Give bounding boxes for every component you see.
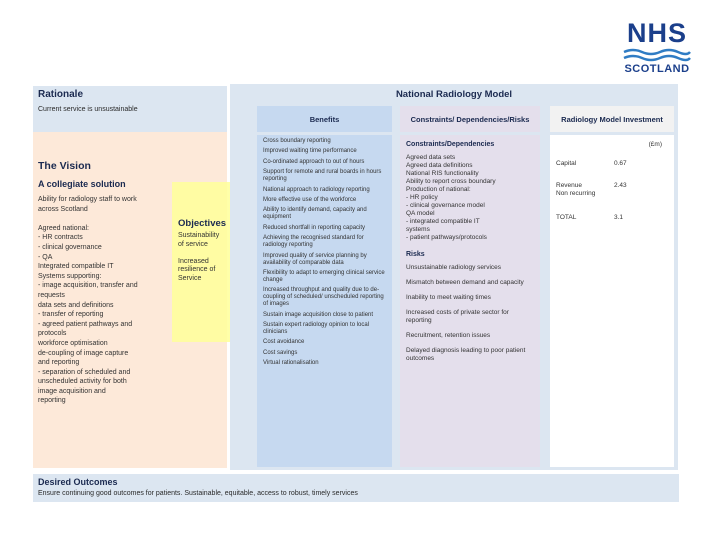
benefit-item: Ability to identify demand, capacity and equipment [263, 207, 367, 221]
investment-row [556, 182, 668, 190]
benefit-item: Cross boundary reporting [263, 138, 331, 144]
risk-item: Increased costs of private sector for reporting [406, 309, 509, 324]
objectives-list [178, 232, 238, 284]
benefit-item: Cost avoidance [263, 339, 305, 346]
objective-item: resilience of [178, 266, 216, 274]
vision-list-item: Integrated compatible IT [38, 263, 114, 271]
model-title: National Radiology Model [395, 89, 513, 100]
vision-list-item: - agreed patient pathways and [38, 320, 133, 328]
risk-item: Delayed diagnosis leading to poor patient outcomes [406, 347, 526, 362]
dependency-item: - HR policy [406, 194, 438, 201]
desired-outcomes-box [33, 474, 679, 502]
benefit-item: Cost savings [263, 349, 298, 356]
vision-list-item: requests [38, 291, 65, 299]
investment-heading: Radiology Model Investment [550, 106, 674, 132]
benefit-item: Sustain expert radiology opinion to local clinicians [263, 322, 370, 336]
objective-item [178, 249, 238, 258]
vision-list-item: - transfer of reporting [38, 311, 104, 319]
benefit-item: Achieving the recognised standard for radiology reporting [263, 235, 364, 249]
benefit-item: Reduced shortfall in reporting capacity [263, 224, 366, 231]
objectives-panel [178, 218, 238, 284]
objective-item: Service [178, 274, 202, 282]
dependency-item: Agreed data sets [406, 154, 456, 161]
vision-list-item: Ability for radiology staff to work [38, 196, 137, 203]
risk-item: Mismatch between demand and capacity [406, 279, 524, 286]
benefit-item: Improved waiting time performance [263, 148, 357, 155]
vision-list-item: - QA [38, 253, 53, 261]
investment-value: 3.1 [614, 214, 624, 221]
vision-list-item: protocols [38, 330, 67, 338]
objective-item: Increased [178, 257, 209, 265]
benefits-column [257, 135, 392, 467]
vision-list-item: image acquisition and [38, 387, 106, 395]
benefit-item: Co-ordinated approach to out of hours [263, 158, 365, 165]
dependency-item: - clinical governance model [406, 202, 485, 209]
saltire-wave-icon [622, 48, 692, 62]
dependency-item: systems [406, 226, 430, 233]
vision-list-item: - separation of scheduled and [38, 368, 131, 376]
benefit-item: More effective use of the workforce [263, 196, 357, 203]
constraints-column [400, 135, 540, 467]
benefit-item: Flexibility to adapt to emerging clinical service change [263, 269, 385, 283]
vision-subtitle: A collegiate solution [38, 179, 126, 189]
dependency-item: - patient pathways/protocols [406, 234, 487, 241]
vision-list-item: data sets and definitions [38, 301, 114, 309]
investment-row [556, 160, 668, 168]
risk-item: Unsustainable radiology services [406, 264, 502, 271]
investment-value: 2.43 [614, 182, 627, 189]
investment-row [556, 214, 668, 222]
dependency-item: National RIS functionality [406, 170, 479, 177]
vision-list-item: - clinical governance [38, 243, 102, 251]
risks-heading: Risks [406, 251, 425, 258]
investment-column [550, 135, 674, 467]
investment-unit: (£m) [648, 141, 662, 148]
risk-item: Inability to meet waiting times [406, 294, 491, 301]
vision-list-item: de-coupling of image capture [38, 349, 129, 357]
vision-list-item: workforce optimisation [38, 339, 108, 347]
vision-list-item: Systems supporting: [38, 272, 102, 280]
benefit-item: Increased throughput and quality due to de-coupling of scheduled/ unscheduled reporting of images [263, 287, 384, 308]
logo-scotland-text: SCOTLAND [624, 63, 690, 75]
outcomes-title: Desired Outcomes [38, 477, 118, 487]
vision-list-item: - image acquisition, transfer and [38, 282, 138, 290]
vision-title: The Vision [38, 160, 91, 172]
investment-table [556, 160, 668, 222]
investment-value [614, 190, 644, 198]
national-radiology-model [230, 84, 678, 470]
constraints-heading: Constraints/ Dependencies/Risks [400, 106, 540, 132]
investment-label: Non recurring [556, 190, 596, 197]
dependencies-list [406, 154, 534, 242]
outcomes-text: Ensure continuing good outcomes for patients. Sustainable, equitable, access to robust, timely services [38, 490, 358, 497]
dependency-item: Agreed data definitions [406, 162, 473, 169]
vision-list-item: Agreed national: [38, 224, 89, 232]
rationale-text: Current service is unsustainable [38, 106, 138, 113]
benefits-list [263, 138, 386, 367]
investment-value: 0.67 [614, 160, 627, 167]
vision-list-item: unscheduled activity for both [38, 378, 127, 386]
dependency-item: - integrated compatible IT [406, 218, 480, 225]
dependency-item: Production of national: [406, 186, 471, 193]
dependency-item: QA model [406, 210, 435, 217]
objectives-title: Objectives [178, 218, 227, 229]
benefit-item: Virtual rationalisation [263, 360, 319, 367]
investment-label: Capital [556, 160, 577, 167]
vision-list-item: - HR contracts [38, 234, 83, 242]
benefit-item: Support for remote and rural boards in hours reporting [263, 169, 382, 183]
risks-list [406, 264, 534, 363]
rationale-title: Rationale [38, 89, 84, 100]
dependency-item: Ability to report cross boundary [406, 178, 496, 185]
benefit-item: National approach to radiology reporting [263, 186, 370, 193]
nhs-scotland-logo [618, 20, 696, 76]
investment-row [556, 190, 668, 198]
objective-item: of service [178, 240, 208, 248]
vision-list-item: and reporting [38, 359, 80, 367]
benefit-item: Sustain image acquisition close to patient [263, 311, 374, 318]
benefits-heading: Benefits [257, 106, 392, 132]
dependencies-heading: Constraints/Dependencies [406, 141, 495, 148]
vision-list-item: across Scotland [38, 205, 88, 213]
investment-label: Revenue [556, 182, 583, 189]
rationale-box [33, 86, 227, 132]
vision-list-item: reporting [38, 397, 66, 405]
benefit-item: Improved quality of service planning by availability of comparable data [263, 252, 367, 266]
objective-item: Sustainability [178, 232, 220, 239]
logo-nhs-text: NHS [626, 18, 687, 48]
investment-label: TOTAL [556, 214, 577, 221]
risk-item: Recruitment, retention issues [406, 332, 491, 339]
